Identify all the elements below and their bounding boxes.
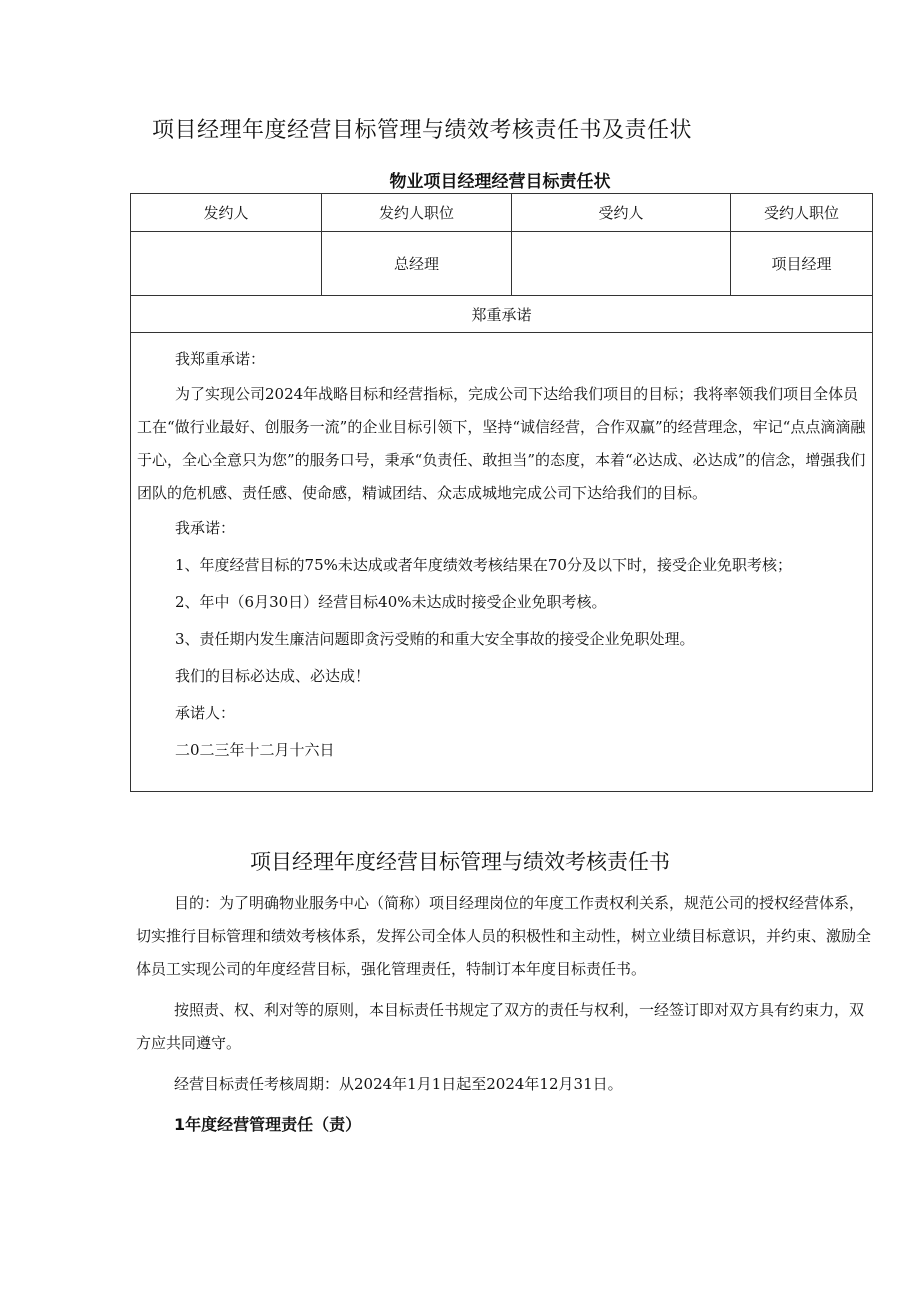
document-title: 项目经理年度经营目标管理与绩效考核责任书 bbox=[250, 850, 670, 874]
header-recipient-position: 受约人职位 bbox=[731, 194, 873, 232]
pledge-closing: 我们的目标必达成、必达成！ bbox=[175, 667, 371, 685]
pledge-paragraph: 为了实现公司2024年战略目标和经营指标，完成公司下达给我们项目的目标；我将率领我们项目全体员工在“做行业最好、创服务一流”的企业目标引领下，坚持“诚信经营，合作双赢”的经营理念，牢记“点点滴滴融于心，全心全意只为您”的服务口号，秉承“负责任、敢担当”的态度，本着“必达成、必达成”的信念，增强我们团队的危机感、责任感、使命感，精诚团结、众志成城地完成公司下达给我们的目标。 bbox=[137, 385, 866, 502]
recipient-position-cell: 项目经理 bbox=[731, 232, 873, 296]
responsibility-letter-title: 物业项目经理经营目标责任状 bbox=[389, 172, 611, 192]
signer-label: 承诺人： bbox=[175, 704, 236, 722]
purpose-paragraph: 目的：为了明确物业服务中心（简称）项目经理岗位的年度工作责权利关系，规范公司的授权经营体系，切实推行目标管理和绩效考核体系，发挥公司全体人员的积极性和主动性，树立业绩目标意识，并约束、激励全体员工实现公司的年度经营目标，强化管理责任，特制订本年度目标责任书。 bbox=[136, 894, 872, 978]
header-issuer-position: 发约人职位 bbox=[322, 194, 512, 232]
main-title: 项目经理年度经营目标管理与绩效考核责任书及责任状 bbox=[152, 118, 693, 143]
period-paragraph: 经营目标责任考核周期：从2024年1月1日起至2024年12月31日。 bbox=[174, 1075, 623, 1093]
header-recipient: 受约人 bbox=[512, 194, 731, 232]
pledge-opening: 我郑重承诺： bbox=[175, 350, 266, 368]
pledge-cell bbox=[131, 333, 873, 792]
issuer-position-cell: 总经理 bbox=[322, 232, 512, 296]
responsibility-table bbox=[130, 193, 873, 792]
pledge-date: 二0二三年十二月十六日 bbox=[175, 741, 335, 759]
pledge-row bbox=[131, 333, 873, 792]
promise-item: 3、责任期内发生廉洁问题即贪污受贿的和重大安全事故的接受企业免职处理。 bbox=[175, 630, 695, 648]
table-value-row bbox=[131, 232, 873, 296]
commitment-heading-row bbox=[131, 296, 873, 333]
principle-paragraph: 按照责、权、利对等的原则，本目标责任书规定了双方的责任与权利，一经签订即对双方具有约束力，双方应共同遵守。 bbox=[136, 1001, 865, 1052]
table-header-row bbox=[131, 194, 873, 232]
document-body bbox=[136, 887, 872, 1141]
header-issuer: 发约人 bbox=[131, 194, 322, 232]
recipient-cell bbox=[512, 232, 731, 296]
promise-item: 2、年中（6月30日）经营目标40%未达成时接受企业免职考核。 bbox=[175, 593, 607, 611]
issuer-cell bbox=[131, 232, 322, 296]
commitment-heading: 郑重承诺 bbox=[131, 296, 873, 333]
promise-item: 1、年度经营目标的75%未达成或者年度绩效考核结果在70分及以下时，接受企业免职考核； bbox=[175, 556, 792, 574]
section-heading: 1年度经营管理责任（责） bbox=[174, 1115, 362, 1134]
promise-label: 我承诺： bbox=[175, 519, 236, 537]
